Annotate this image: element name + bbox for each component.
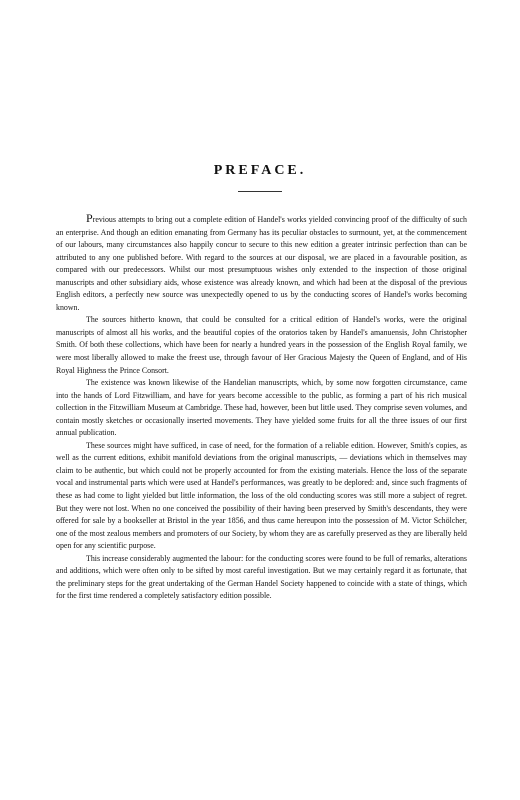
- paragraph-text: These sources might have sufficed, in case of need, for the formation of a reliable edition. However, Smith's copies, as well as the current editions, exhibit manifold deviations from the original manuscripts, — deviations which in themselves may claim to be authentic, but which could not be properly accounted for from the existing materials. Hence the loss of the separate vocal and instrumental parts which were used at Handel's performances, was greatly to be deplored: and, since such fragments of these as had come to light yielded but little information, the loss of the old conducting scores was still more a subject of regret. But they were not lost. When no one conceived the possibility of their having been preserved by Smith's descendants, they were offered for sale by a bookseller at Bristol in the year 1856, and thus came hereupon into the possession of M. Victor Schölcher, one of the most zealous members and promoters of our Society, by whom they are as carefully preserved as they are liberally held open for any scientific purpose.: [56, 440, 467, 551]
- page-title: PREFACE.: [213, 163, 307, 178]
- paragraph-text: The existence was known likewise of the Handelian manuscripts, which, by some now forgotten circumstance, came into the hands of Lord Fitzwilliam, and have for years become accessible to the public, as forming a part of his rich musical collection in the Fitzwilliam Museum at Cambridge. These had, however, been but little used. They comprise seven volumes, and contain mostly sketches or occasionally inserted movements. They have yielded some fruits for all the three issues of our first annual publication.: [56, 378, 467, 438]
- paragraph-text: This increase considerably augmented the labour: for the conducting scores were found to be full of remarks, alterations and additions, which were often only to be sifted by most careful investigation. But we may certainly regard it as fortunate, that the preliminary steps for the great undertaking of the German Handel Society happened to coincide with a state of things, which for the first time rendered a completely satisfactory edition possible.: [56, 553, 467, 601]
- drop-cap: P: [86, 211, 93, 225]
- paragraph-5: [56, 553, 467, 603]
- paragraph-4: [56, 440, 467, 553]
- paragraph-1: [56, 213, 467, 314]
- title-divider: [238, 191, 282, 192]
- paragraph-text: revious attempts to bring out a complete edition of Handel's works yielded convincing proof of the difficulty of such an enterprise. And though an edition emanating from Germany has its peculiar obstacles to surmount, yet, at the commencement of our labours, many circumstances also happily concur to secure to this new edition a greater intrinsic perfection than can be attributed to any one published before. With regard to the sources at our disposal, we are placed in a favourable position, as compared with our predecessors. Whilst our most presumptuous wishes only extended to the inspection of those original manuscripts and other subsidiary aids, whose existence was already known, and which had been at the disposal of the previous English editors, a perfectly new source was unexpectedly opened to us by the conducting scores of Handel's works becoming known.: [56, 215, 467, 312]
- paragraph-2: [56, 314, 467, 377]
- paragraph-text: The sources hitherto known, that could be consulted for a critical edition of Handel's works, were the original manuscripts of almost all his works, and the beautiful copies of the oratorios taken by Handel's amanuensis, John Christopher Smith. Of both these collections, which have been for nearly a hundred years in the possession of the English Royal family, we were most liberally allowed to make the freest use, through favour of Her Gracious Majesty the Queen of England, and of His Royal Highness the Prince Consort.: [56, 315, 467, 375]
- preface-body: [56, 213, 467, 603]
- paragraph-3: [56, 377, 467, 440]
